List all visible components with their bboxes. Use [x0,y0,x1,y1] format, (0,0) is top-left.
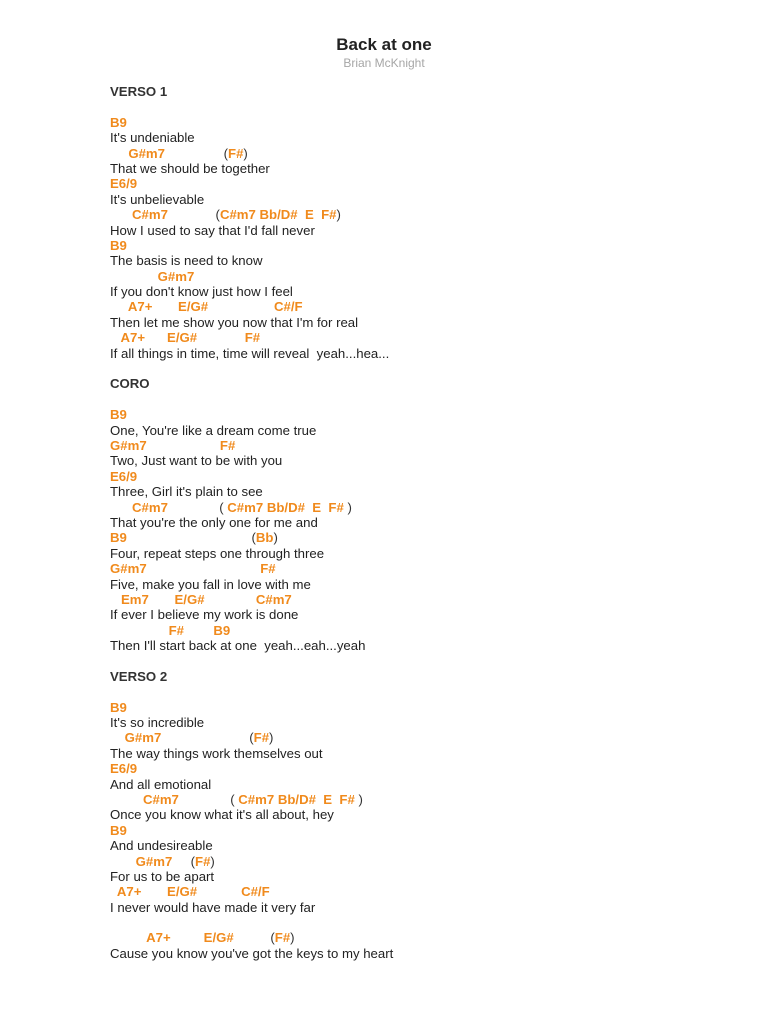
lyric-line: And undesireable [110,838,213,854]
lyric-line: Then let me show you now that I'm for real [110,314,359,330]
chord-text: F# [195,853,211,869]
chord-paren: ) [358,791,363,807]
chord-text: G#m7 [110,145,224,161]
chord-text: C#m7 Bb/D# E F# [219,207,337,223]
chord-paren: ( [219,499,224,515]
lyric-line: One, You're like a dream come true [110,422,317,438]
chord-text: A7+ E/G# C#/F [110,299,303,315]
song-artist: Brian McKnight [343,56,425,70]
chord-line [110,592,730,607]
chord-text: G#m7 F# [110,561,276,577]
lyric-line: And all emotional [110,776,212,792]
chord-paren: ( [251,530,256,546]
chord-line [110,207,730,222]
lyric-line: For us to be apart [110,868,215,884]
chord-line [110,330,730,345]
chord-text: G#m7 [110,730,250,746]
blank-line [110,99,730,114]
chord-text: C#m7 [110,499,220,515]
lyric-line: Five, make you fall in love with me [110,576,311,592]
chord-line [110,623,730,638]
chord-text: B9 [110,822,127,838]
chord-text: G#m7 [110,268,195,284]
lyric-line: Two, Just want to be with you [110,453,283,469]
chord-paren: ) [336,207,341,223]
chord-line [110,438,730,453]
chord-paren: ) [210,853,215,869]
chord-text: F# [253,730,270,746]
song-header [0,34,768,70]
blank-line [110,653,730,668]
lyric-line: If all things in time, time will reveal yeah...hea... [110,345,390,361]
lyric-line: If you don't know just how I feel [110,284,293,300]
lyric-line: Four, repeat steps one through three [110,545,325,561]
lyric-line: It's undeniable [110,130,195,146]
chord-line [110,115,730,130]
chord-sheet [110,84,730,961]
chord-text: B9 [110,699,127,715]
lyric-line: Three, Girl it's plain to see [110,484,263,500]
lyric-line: It's so incredible [110,715,205,731]
chord-text: F# B9 [110,622,231,638]
chord-paren: ) [347,499,352,515]
lyric-line: If ever I believe my work is done [110,607,299,623]
chord-text: B9 [110,237,127,253]
lyric-line: The basis is need to know [110,253,263,269]
chord-paren: ) [269,730,274,746]
chord-paren: ( [215,207,220,223]
chord-paren: ( [270,930,275,946]
chord-line [110,238,730,253]
lyric-line: Cause you know you've got the keys to my heart [110,945,394,961]
chord-text: C#m7 Bb/D# E F# [223,499,348,515]
chord-text: F# [274,930,291,946]
chord-line [110,469,730,484]
chord-text: B9 [110,530,252,546]
chord-paren: ( [230,791,235,807]
chord-line [110,561,730,576]
lyric-line: Then I'll start back at one yeah...eah...yeah [110,638,366,654]
chord-text: A7+ E/G# [110,930,271,946]
chord-paren: ( [223,145,229,161]
chord-text: B9 [110,407,127,423]
blank-line [110,361,730,376]
chord-line [110,530,730,545]
chord-line [110,854,730,869]
lyric-line: Once you know what it's all about, hey [110,807,334,823]
chord-text: Bb [255,530,274,546]
chord-line [110,500,730,515]
chord-line [110,700,730,715]
blank-line [110,392,730,407]
chord-paren: ) [290,930,295,946]
chord-text: G#m7 F# [110,437,236,453]
section-heading: CORO [110,376,150,392]
section-heading: VERSO 1 [110,84,168,99]
chord-text: G#m7 [110,853,191,869]
chord-line [110,823,730,838]
chord-line [110,730,730,745]
chord-text: A7+ E/G# C#/F [110,884,270,900]
chord-line [110,792,730,807]
lyric-line: It's unbelievable [110,191,205,207]
chord-text: C#m7 [110,791,231,807]
chord-line [110,930,730,945]
blank-line [110,684,730,699]
chord-line [110,407,730,422]
lyric-line: That you're the only one for me and [110,514,318,530]
lyric-line: How I used to say that I'd fall never [110,222,315,238]
chord-text: Em7 E/G# C#m7 [110,591,292,607]
lyric-line: That we should be together [110,160,270,176]
song-title: Back at one [336,35,432,54]
chord-paren: ( [249,730,254,746]
chord-text: B9 [110,114,127,130]
chord-paren: ) [273,530,278,546]
chord-paren: ( [190,853,196,869]
chord-text: C#m7 Bb/D# E F# [234,791,359,807]
chord-line [110,176,730,191]
lyric-line: The way things work themselves out [110,745,323,761]
chord-text: E6/9 [110,176,138,192]
chord-line [110,146,730,161]
chord-line [110,761,730,776]
section-heading: VERSO 2 [110,668,168,684]
chord-paren: ) [243,145,248,161]
chord-line [110,884,730,899]
chord-text: E6/9 [110,761,138,777]
lyric-line: I never would have made it very far [110,899,316,915]
blank-line [110,915,730,930]
chord-text: C#m7 [110,207,216,223]
chord-line [110,269,730,284]
chord-line [110,299,730,314]
chord-text: E6/9 [110,468,138,484]
chord-text: A7+ E/G# F# [110,330,261,346]
chord-text: F# [228,145,244,161]
